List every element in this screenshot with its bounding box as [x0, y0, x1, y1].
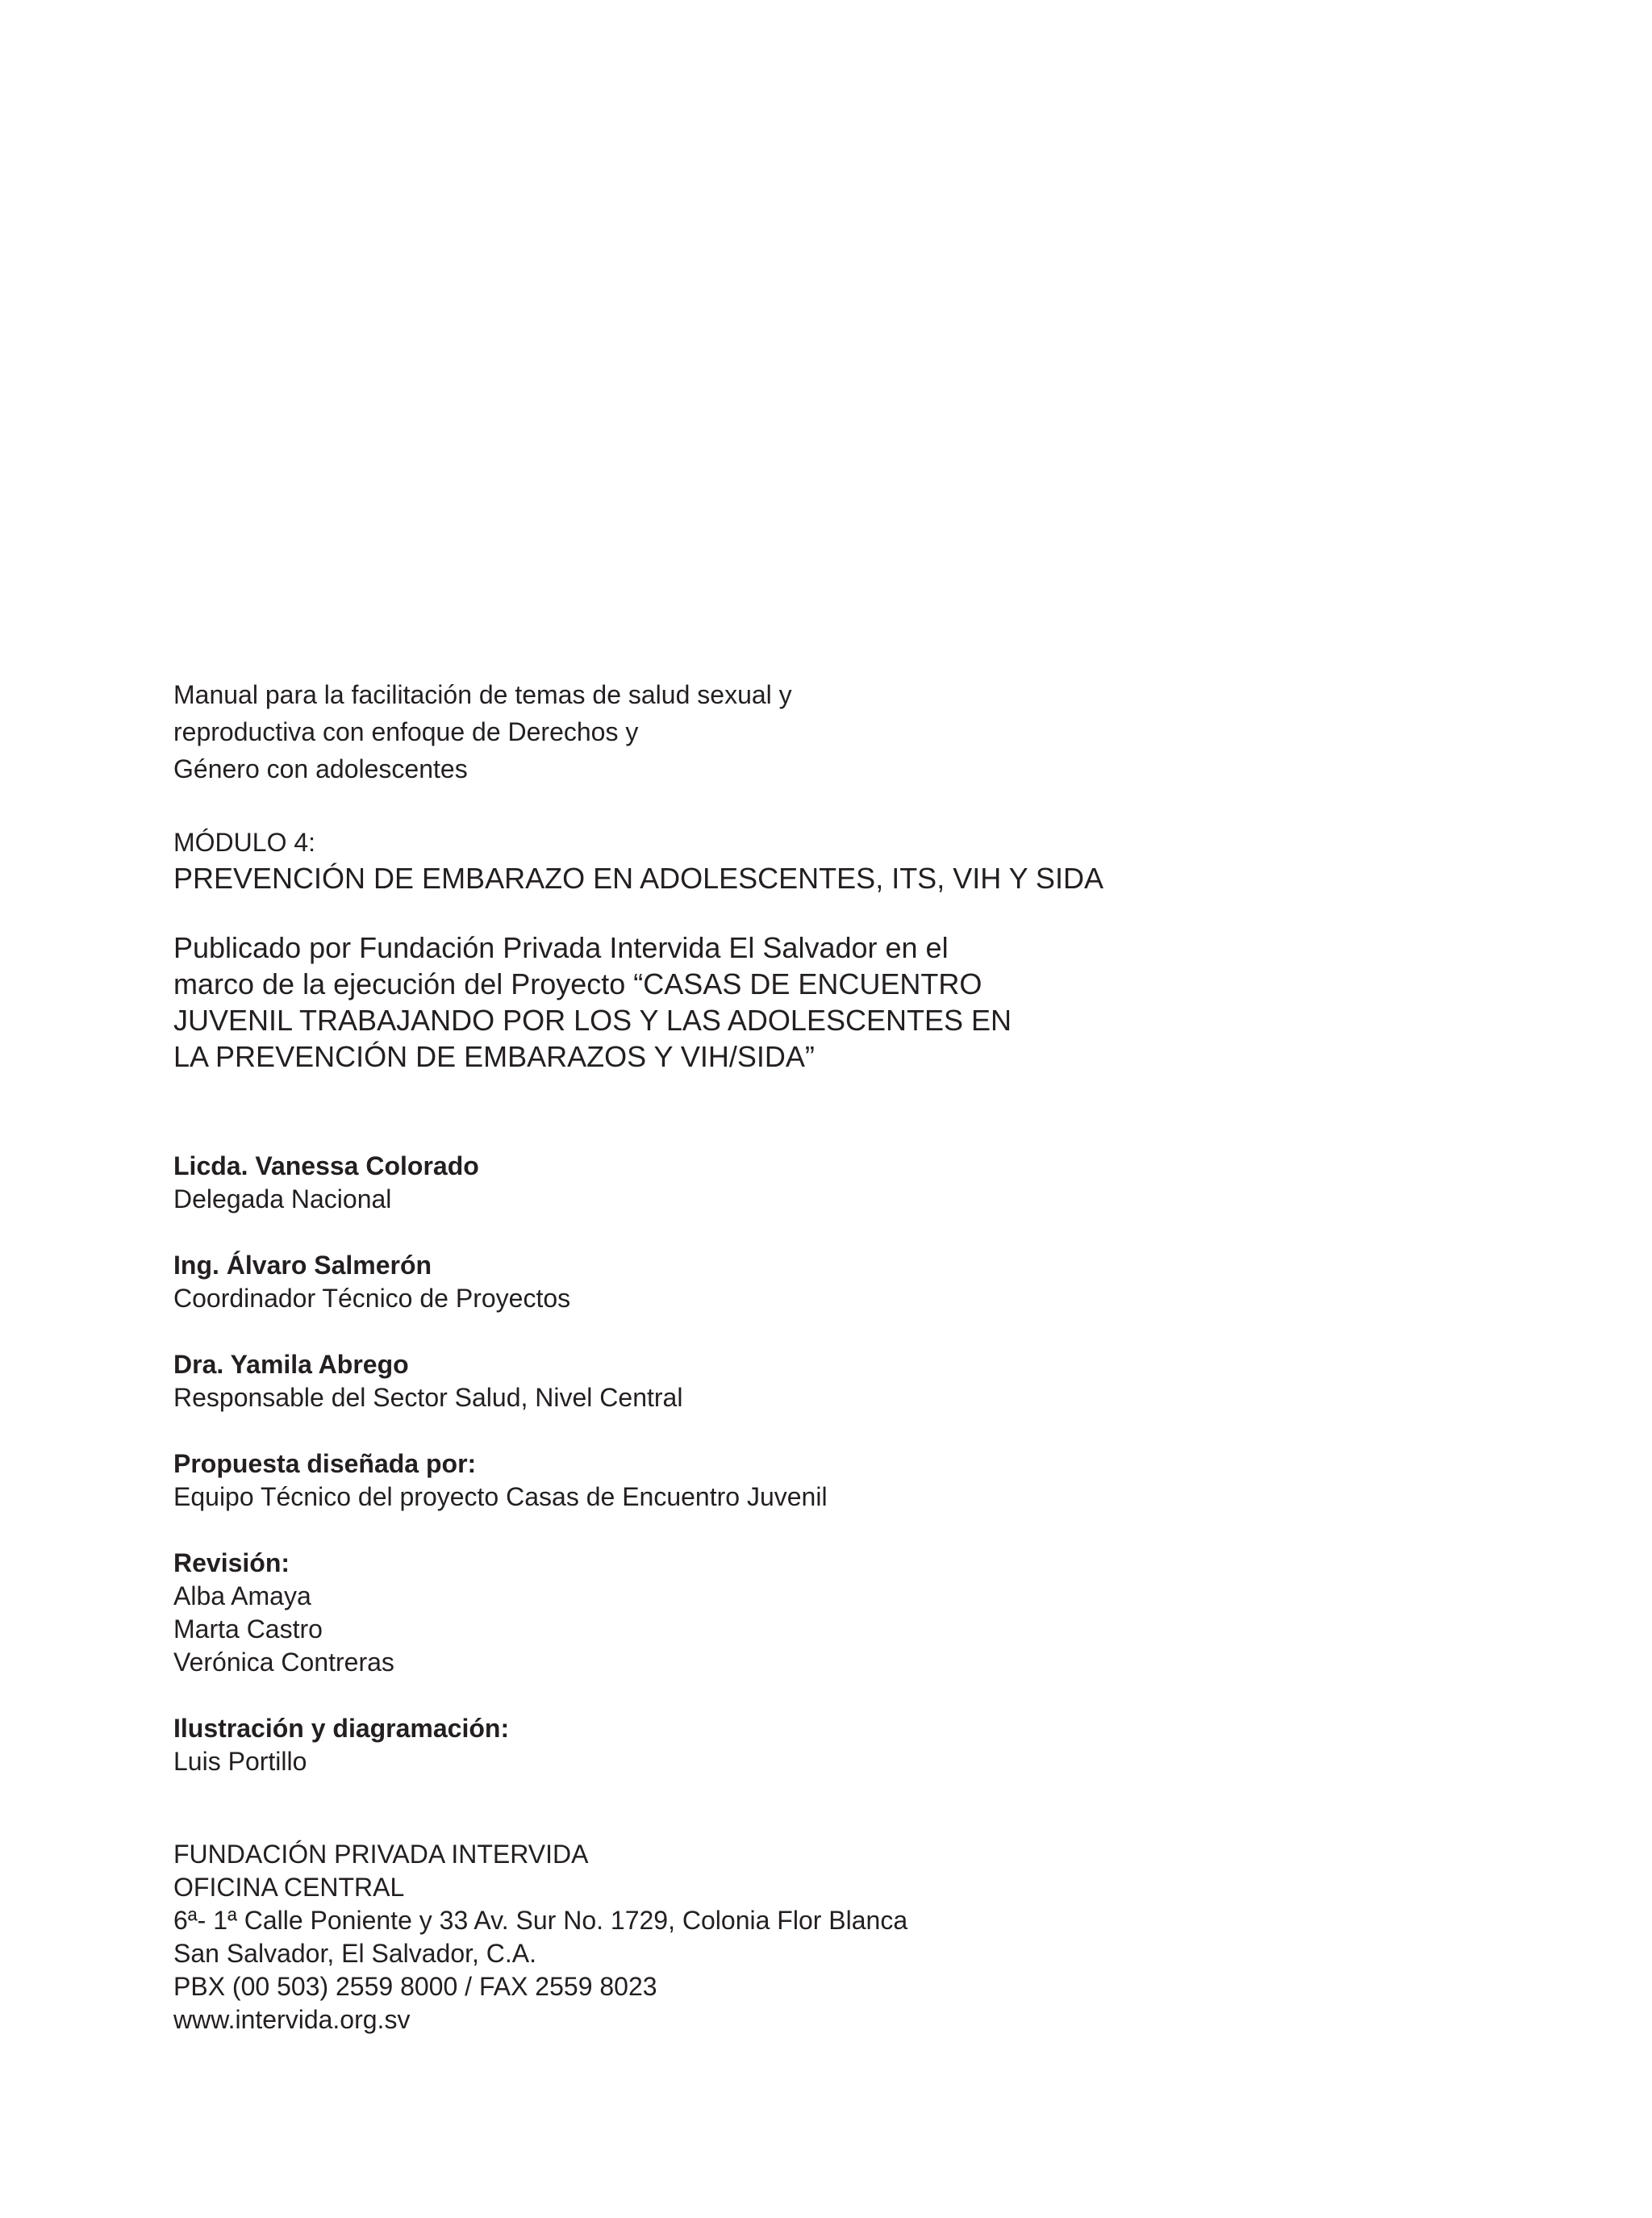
credit-propuesta	[173, 1447, 1383, 1514]
manual-title-line-1: Manual para la facilitación de temas de salud sexual y	[173, 680, 792, 709]
credit-role: Delegada Nacional	[173, 1184, 392, 1213]
organization-address	[173, 1838, 1383, 2036]
manual-title-line-3: Género con adolescentes	[173, 754, 468, 783]
credit-person: Luis Portillo	[173, 1747, 307, 1776]
city-country: San Salvador, El Salvador, C.A.	[173, 1939, 537, 1968]
street-address: 6ª- 1ª Calle Poniente y 33 Av. Sur No. 1729, Colonia Flor Blanca	[173, 1906, 908, 1935]
organization-name: FUNDACIÓN PRIVADA INTERVIDA	[173, 1840, 589, 1869]
website: www.intervida.org.sv	[173, 2005, 411, 2034]
credit-heading: Ilustración y diagramación:	[173, 1714, 510, 1743]
publication-line-3: JUVENIL TRABAJANDO POR LOS Y LAS ADOLESCENTES EN	[173, 1004, 1012, 1037]
credit-heading: Propuesta diseñada por:	[173, 1449, 477, 1478]
credit-role: Responsable del Sector Salud, Nivel Central	[173, 1383, 683, 1412]
module-label: MÓDULO 4:	[173, 828, 316, 857]
credit-salud	[173, 1348, 1383, 1414]
credit-person: Marta Castro	[173, 1614, 323, 1644]
publication-line-1: Publicado por Fundación Privada Intervida El Salvador en el	[173, 931, 949, 964]
credit-role: Coordinador Técnico de Proyectos	[173, 1284, 571, 1313]
publication-line-2: marco de la ejecución del Proyecto “CASAS DE ENCUENTRO	[173, 967, 982, 1000]
publication-statement	[173, 929, 1383, 1075]
module-title: PREVENCIÓN DE EMBARAZO EN ADOLESCENTES, ITS, VIH Y SIDA	[173, 862, 1103, 895]
credit-person: Verónica Contreras	[173, 1648, 394, 1677]
manual-title	[173, 676, 1383, 787]
credit-coordinador	[173, 1249, 1383, 1315]
credit-person: Alba Amaya	[173, 1581, 311, 1610]
manual-title-line-2: reproductiva con enfoque de Derechos y	[173, 717, 639, 746]
credit-delegada	[173, 1150, 1383, 1216]
credit-revision	[173, 1547, 1383, 1679]
phone-fax: PBX (00 503) 2559 8000 / FAX 2559 8023	[173, 1972, 657, 2001]
module-heading	[173, 825, 1383, 897]
credit-role: Equipo Técnico del proyecto Casas de Encuentro Juvenil	[173, 1482, 828, 1511]
credit-heading: Ing. Álvaro Salmerón	[173, 1251, 432, 1280]
credit-heading: Revisión:	[173, 1548, 290, 1577]
credit-ilustracion	[173, 1712, 1383, 1778]
publication-line-4: LA PREVENCIÓN DE EMBARAZOS Y VIH/SIDA”	[173, 1040, 815, 1073]
credit-heading: Licda. Vanessa Colorado	[173, 1151, 479, 1180]
credit-heading: Dra. Yamila Abrego	[173, 1350, 409, 1379]
office-name: OFICINA CENTRAL	[173, 1873, 405, 1902]
